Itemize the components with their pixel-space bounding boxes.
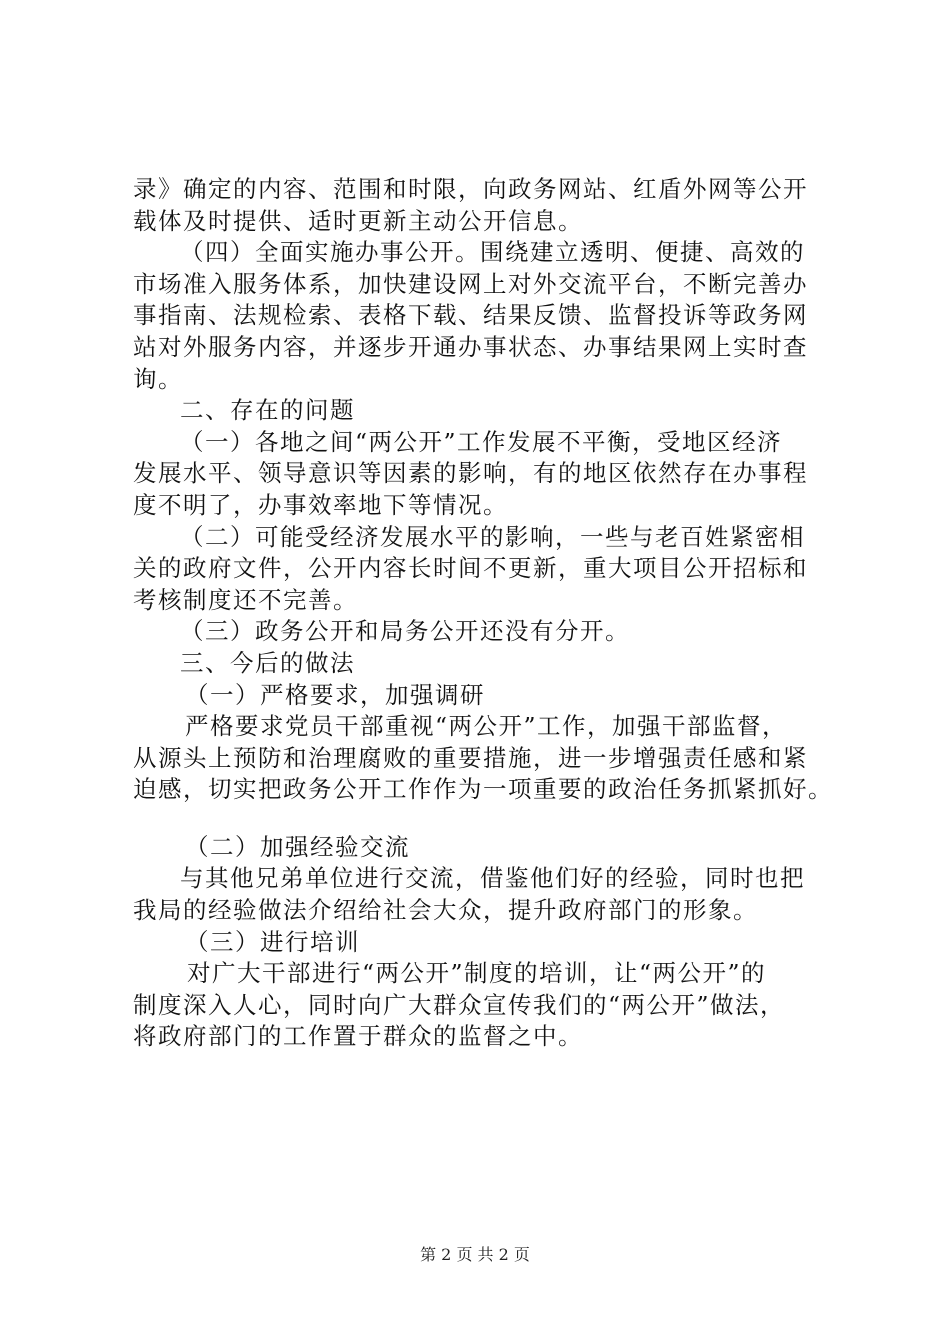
paragraph-gap bbox=[133, 806, 843, 832]
body-line: 严格要求党员干部重视“两公开”工作，加强干部监督， bbox=[185, 712, 788, 741]
future-two-heading: （二）加强经验交流 bbox=[185, 832, 410, 861]
problem-one: （一）各地之间“两公开”工作发展不平衡，受地区经济 bbox=[180, 427, 783, 456]
body-line: 从源头上预防和治理腐败的重要措施，进一步增强责任感和紧 bbox=[133, 743, 808, 772]
problem-three: （三）政务公开和局务公开还没有分开。 bbox=[180, 617, 630, 646]
body-line: 度不明了，办事效率地下等情况。 bbox=[133, 490, 508, 519]
body-line: 载体及时提供、适时更新主动公开信息。 bbox=[133, 206, 583, 235]
future-one-heading: （一）严格要求，加强调研 bbox=[185, 680, 485, 709]
body-line: 制度深入人心，同时向广大群众宣传我们的“两公开”做法， bbox=[133, 990, 786, 1019]
future-three-heading: （三）进行培训 bbox=[185, 927, 360, 956]
section-heading-future: 三、今后的做法 bbox=[180, 648, 355, 677]
section-four-heading: （四）全面实施办事公开。围绕建立透明、便捷、高效的 bbox=[180, 238, 805, 267]
body-line: 录》确定的内容、范围和时限，向政务网站、红盾外网等公开 bbox=[133, 175, 808, 203]
section-heading-problems: 二、存在的问题 bbox=[180, 396, 355, 425]
body-line: 我局的经验做法介绍给社会大众，提升政府部门的形象。 bbox=[133, 896, 758, 925]
problem-two: （二）可能受经济发展水平的影响，一些与老百姓紧密相 bbox=[180, 522, 805, 551]
body-line: 询。 bbox=[133, 364, 183, 393]
body-line: 与其他兄弟单位进行交流，借鉴他们好的经验，同时也把 bbox=[180, 864, 805, 893]
body-line: 站对外服务内容，并逐步开通办事状态、办事结果网上实时查 bbox=[133, 332, 808, 361]
body-line: 市场准入服务体系，加快建设网上对外交流平台，不断完善办 bbox=[133, 269, 808, 298]
body-line: 对广大干部进行“两公开”制度的培训，让“两公开”的 bbox=[187, 959, 767, 988]
body-line: 事指南、法规检索、表格下载、结果反馈、监督投诉等政务网 bbox=[133, 301, 808, 330]
body-line: 关的政府文件，公开内容长时间不更新，重大项目公开招标和 bbox=[133, 554, 808, 583]
document-body bbox=[133, 174, 843, 1053]
body-line: 发展水平、领导意识等因素的影响，有的地区依然存在办事程 bbox=[133, 459, 808, 488]
page-footer: 第 2 页 共 2 页 bbox=[420, 1245, 530, 1264]
body-line: 迫感，切实把政务公开工作作为一项重要的政治任务抓紧抓好。 bbox=[133, 775, 833, 804]
body-line: 考核制度还不完善。 bbox=[133, 585, 358, 614]
body-line: 将政府部门的工作置于群众的监督之中。 bbox=[133, 1022, 583, 1051]
